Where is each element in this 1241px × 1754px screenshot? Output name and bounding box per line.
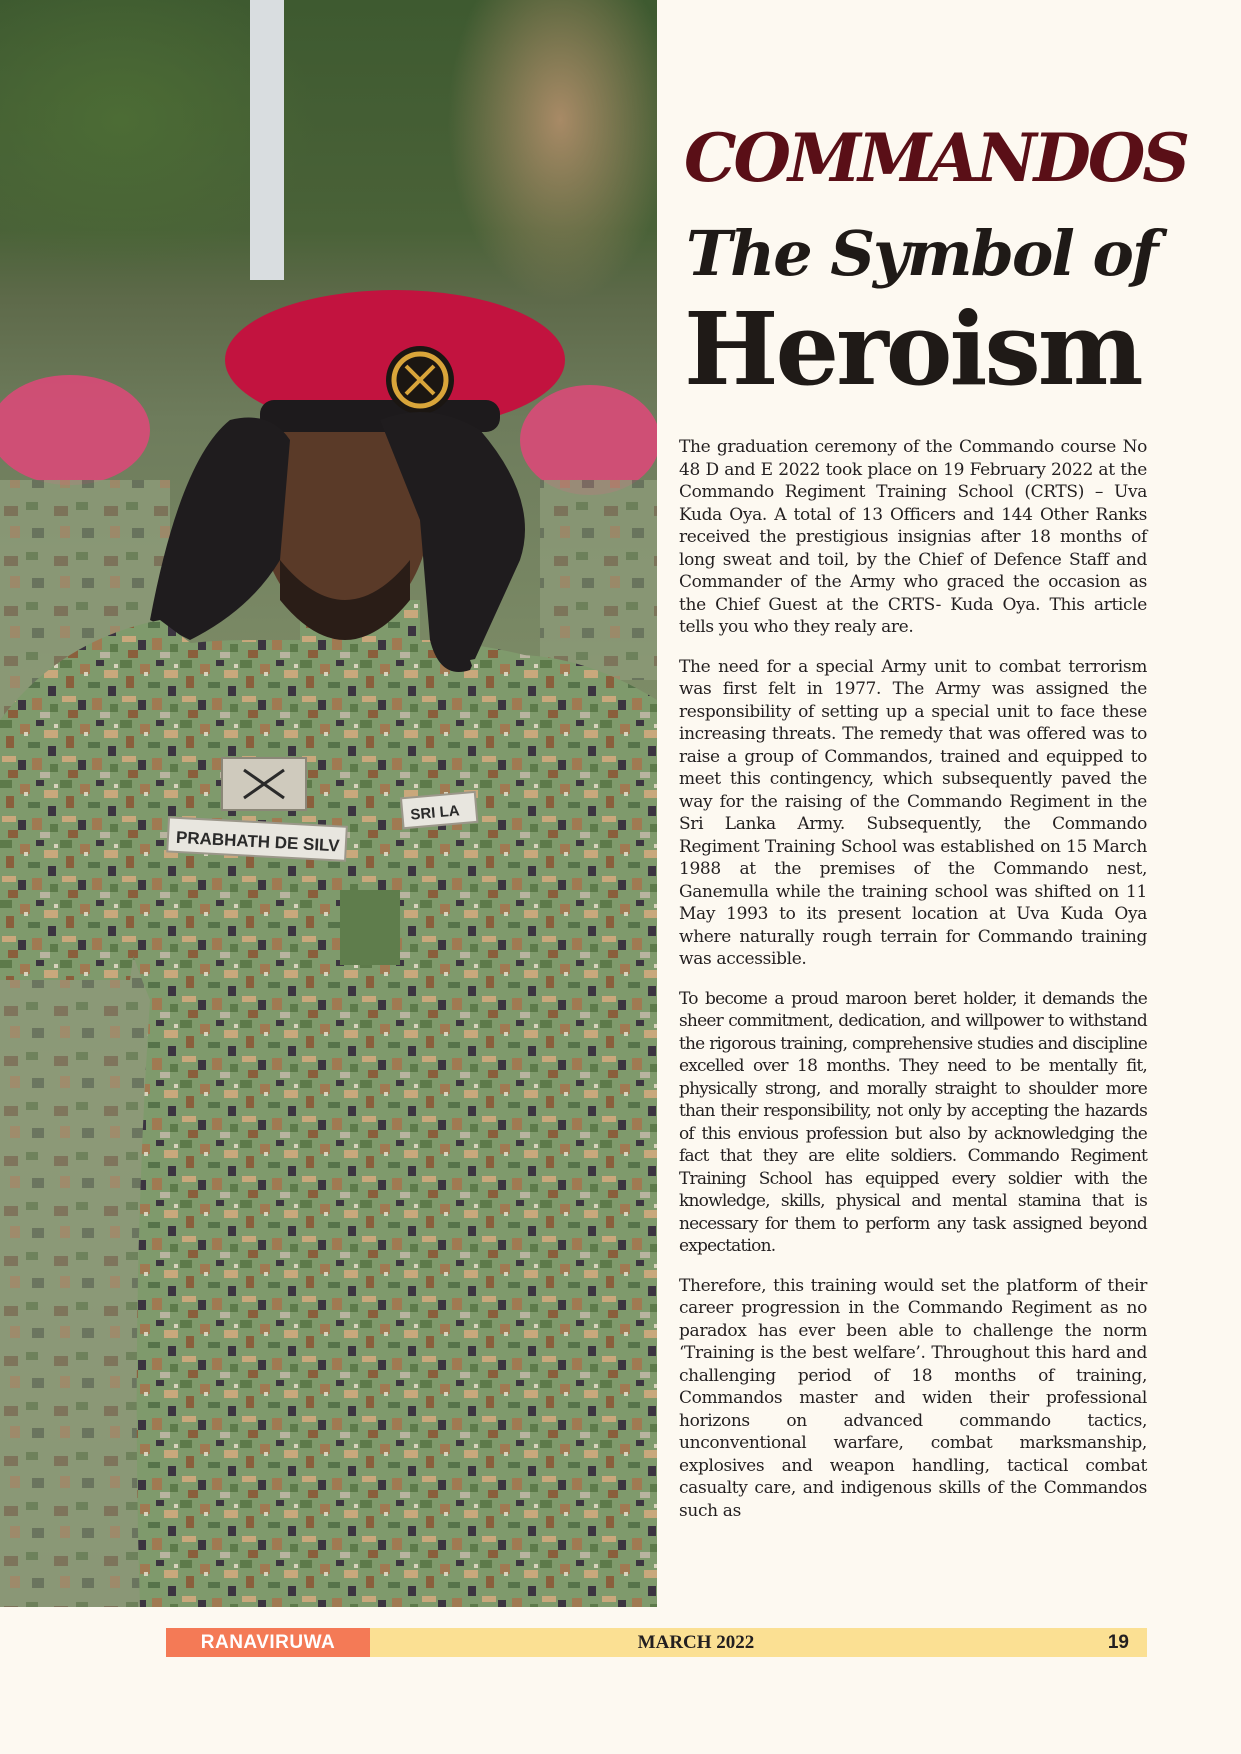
- background-pole: [250, 0, 284, 280]
- velcro-patch: [340, 890, 400, 965]
- headline-line-3: Heroism: [684, 290, 1141, 408]
- article-paragraph-2: The need for a special Army unit to combat terrorism was first felt in 1977. The Army was assigned the responsibility of setting up a special unit to face these increasing threats. The remedy that was offered was to raise a group of Commandos, trained and equipped to meet this contingency, which subsequently paved the way for the raising of the Commando Regiment in the Sri Lanka Army. Subsequently, the Commando Regiment Training School was established on 15 March 1988 at the premises of the Commando nest, Ganemulla while the training school was shifted on 11 May 1993 to its present location at Uva Kuda Oya where naturally rough terrain for Commando training was accessible.: [679, 656, 1147, 969]
- article-paragraph-3: To become a proud maroon beret holder, it demands the sheer commitment, dedication, and willpower to withstand the rigorous training, comprehensive studies and discipline excelled over 18 months. They need to be mentally fit, physically strong, and morally straight to shoulder more than their responsibility, not only by accepting the hazards of this envious profession but also by acknowledging the fact that they are elite soldiers. Commando Regiment Training School has equipped every soldier with the knowledge, skills, physical and mental stamina that is necessary for them to perform any task assigned beyond expectation.: [679, 988, 1147, 1256]
- headline-line-2: The Symbol of: [686, 217, 1157, 290]
- article-body: [679, 436, 1147, 1539]
- page-footer: [166, 1628, 1147, 1657]
- country-tape-group: [401, 792, 477, 828]
- footer-page-number: 19: [1107, 1632, 1129, 1653]
- left-gloved-hand: [150, 418, 290, 641]
- cover-photo: [0, 0, 657, 1607]
- footer-magazine-name: RANAVIRUWA: [166, 1628, 370, 1657]
- name-tape-text: PRABHATH DE SILV: [175, 827, 341, 856]
- background-soldier-right: [540, 480, 657, 680]
- country-tape-text: SRI LA: [409, 802, 461, 824]
- headline-kicker: COMMANDOS: [684, 119, 1188, 197]
- article-paragraph-4: Therefore, this training would set the platform of their career progression in the Commando Regiment as no paradox has ever been able to challenge the norm ‘Training is the best welfare’. Throughout this hard and challenging period of 18 months of training, Commandos master and widen their professional horizons on advanced commando tactics, unconventional warfare, combat marksmanship, explosives and weapon handling, tactical combat casualty care, and indigenous skills of the Commandos such as: [679, 1275, 1147, 1521]
- background-beret-right: [520, 385, 657, 495]
- background-beret-left: [0, 375, 150, 485]
- commando-photo-illustration: [0, 0, 657, 1607]
- footer-issue-date: MARCH 2022: [637, 1632, 755, 1653]
- article-paragraph-1: The graduation ceremony of the Commando course No 48 D and E 2022 took place on 19 February 2022 at the Commando Regiment Training School (CRTS) – Uva Kuda Oya. A total of 13 Officers and 144 Other Ranks received the prestigious insignias after 18 months of long sweat and toil, by the Chief of Defence Staff and Commander of the Army who graced the occasion as the Chief Guest at the CRTS- Kuda Oya. This article tells you who they realy are.: [679, 437, 1147, 637]
